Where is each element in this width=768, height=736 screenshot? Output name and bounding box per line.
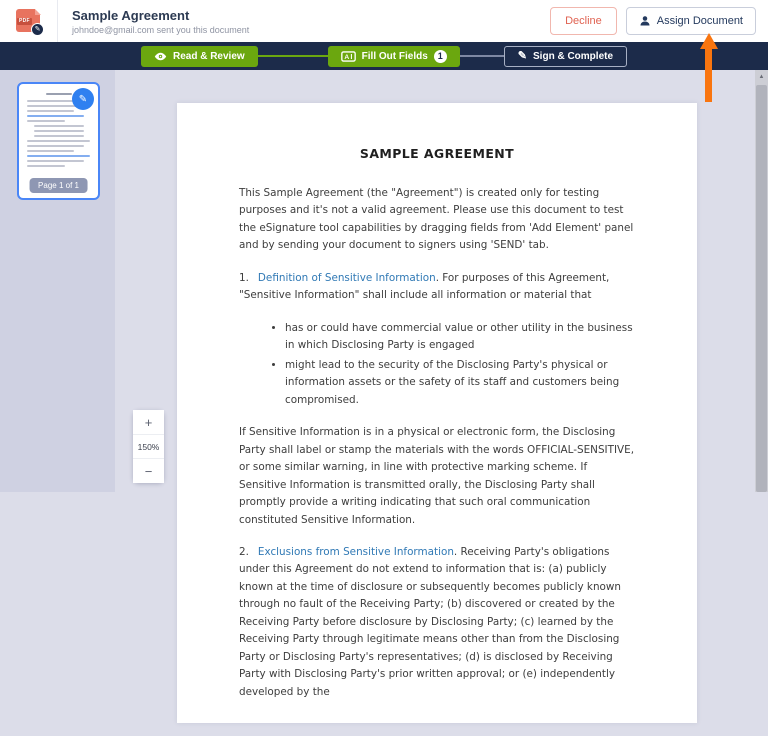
bullet-item: • might lead to the security of the Disclosing Party's physical or information assets or the safety of its staff and customers being compromised. — [285, 357, 635, 409]
pdf-badge-label: PDF — [19, 17, 30, 24]
zoom-level: 150% — [133, 434, 164, 459]
annotation-arrow-icon — [699, 33, 718, 102]
eye-icon — [154, 50, 167, 63]
vertical-scrollbar[interactable] — [755, 70, 768, 492]
content-area — [0, 70, 768, 698]
thumbnail-pen-badge-icon: ✎ — [72, 88, 94, 110]
document-title: SAMPLE AGREEMENT — [359, 146, 515, 161]
definition-of-sensitive-information-link[interactable]: Definition of Sensitive Information — [257, 271, 436, 284]
person-icon — [639, 15, 651, 27]
assign-document-button[interactable] — [626, 7, 756, 35]
scrollbar-up-icon[interactable]: ▲ — [755, 70, 768, 84]
pdf-fold-corner — [35, 9, 41, 15]
pen-badge-icon: ✎ — [31, 23, 44, 36]
page-count-label: Page 1 of 1 — [29, 178, 88, 193]
section-number: 2. — [239, 545, 249, 558]
step-read-review-label: Read & Review — [172, 50, 245, 62]
zoom-out-button[interactable]: − — [133, 459, 164, 483]
decline-button[interactable]: Decline — [550, 7, 617, 35]
svg-text:A: A — [344, 53, 349, 61]
header-divider — [57, 0, 58, 42]
document-intro-paragraph: This Sample Agreement (the "Agreement") is created only for testing purposes and it's not a valid agreement. Please use this document to test the eSignature tool capabilities by dragging fields from 'Add Element' panel and by sending your document to signers using 'SEND' tab. — [239, 187, 634, 252]
step-read-review[interactable] — [141, 46, 258, 67]
section-1-body: . For purposes of this Agreement, "Sensitive Information" shall include all information or material that — [239, 271, 610, 302]
stepper-connector — [258, 55, 328, 57]
page-title: Sample Agreement — [72, 7, 190, 23]
step-fill-out-fields[interactable] — [328, 46, 460, 67]
fields-count-badge: 1 — [434, 50, 447, 63]
bullet-list — [239, 320, 635, 409]
step-sign-complete-label: Sign & Complete — [533, 50, 614, 62]
section-2-paragraph — [239, 544, 635, 701]
official-sensitive-paragraph: If Sensitive Information is in a physical or electronic form, the Disclosing Party shall label or stamp the materials with the words OFFICIAL-SENSITIVE, or some similar warning, in line with protective marking scheme. If Sensitive Information is transmitted orally, the Disclosing Party shall promptly provide a writing indicating that such oral communication constituted Sensitive Information. — [239, 426, 635, 526]
section-1-paragraph — [239, 270, 635, 305]
step-sign-complete[interactable] — [504, 46, 627, 67]
zoom-in-button[interactable]: + — [133, 410, 164, 434]
document-page — [177, 103, 697, 723]
section-2-body: . Receiving Party's obligations under this Agreement do not extend to information that is: (a) publicly known at the time of disclosure or subsequently becomes publicly known through no fault of the Receiving Party; (b) discovered or created by the Receiving Party before disclosure by Disclosing Party; (c) learned by the Receiving Party through legitimate means other than from the Disclosing Party or Disclosing Party's representatives; (d) is disclosed by Receiving Party with Disclosing Party's prior written approval; or (e) independently developed by the — [239, 545, 621, 698]
exclusions-from-sensitive-information-link[interactable]: Exclusions from Sensitive Information — [257, 545, 454, 558]
pen-icon: ✎ — [517, 49, 528, 62]
text-field-icon — [341, 51, 356, 62]
page-subtitle: johndoe@gmail.com sent you this document — [72, 24, 250, 35]
zoom-control — [133, 410, 164, 483]
section-number: 1. — [239, 271, 249, 284]
assign-document-label: Assign Document — [656, 15, 743, 27]
page-thumbnail[interactable] — [17, 82, 100, 200]
pdf-document-icon — [16, 9, 43, 34]
step-fill-out-fields-label: Fill Out Fields — [361, 50, 428, 62]
bullet-item: • has or could have commercial value or other utility in the business in which Disclosing Party is engaged — [285, 320, 635, 355]
scrollbar-thumb[interactable] — [756, 85, 767, 492]
workflow-stepper — [0, 42, 768, 70]
thumbnail-sidebar — [0, 70, 115, 492]
header — [0, 0, 768, 42]
stepper-connector — [460, 55, 504, 57]
